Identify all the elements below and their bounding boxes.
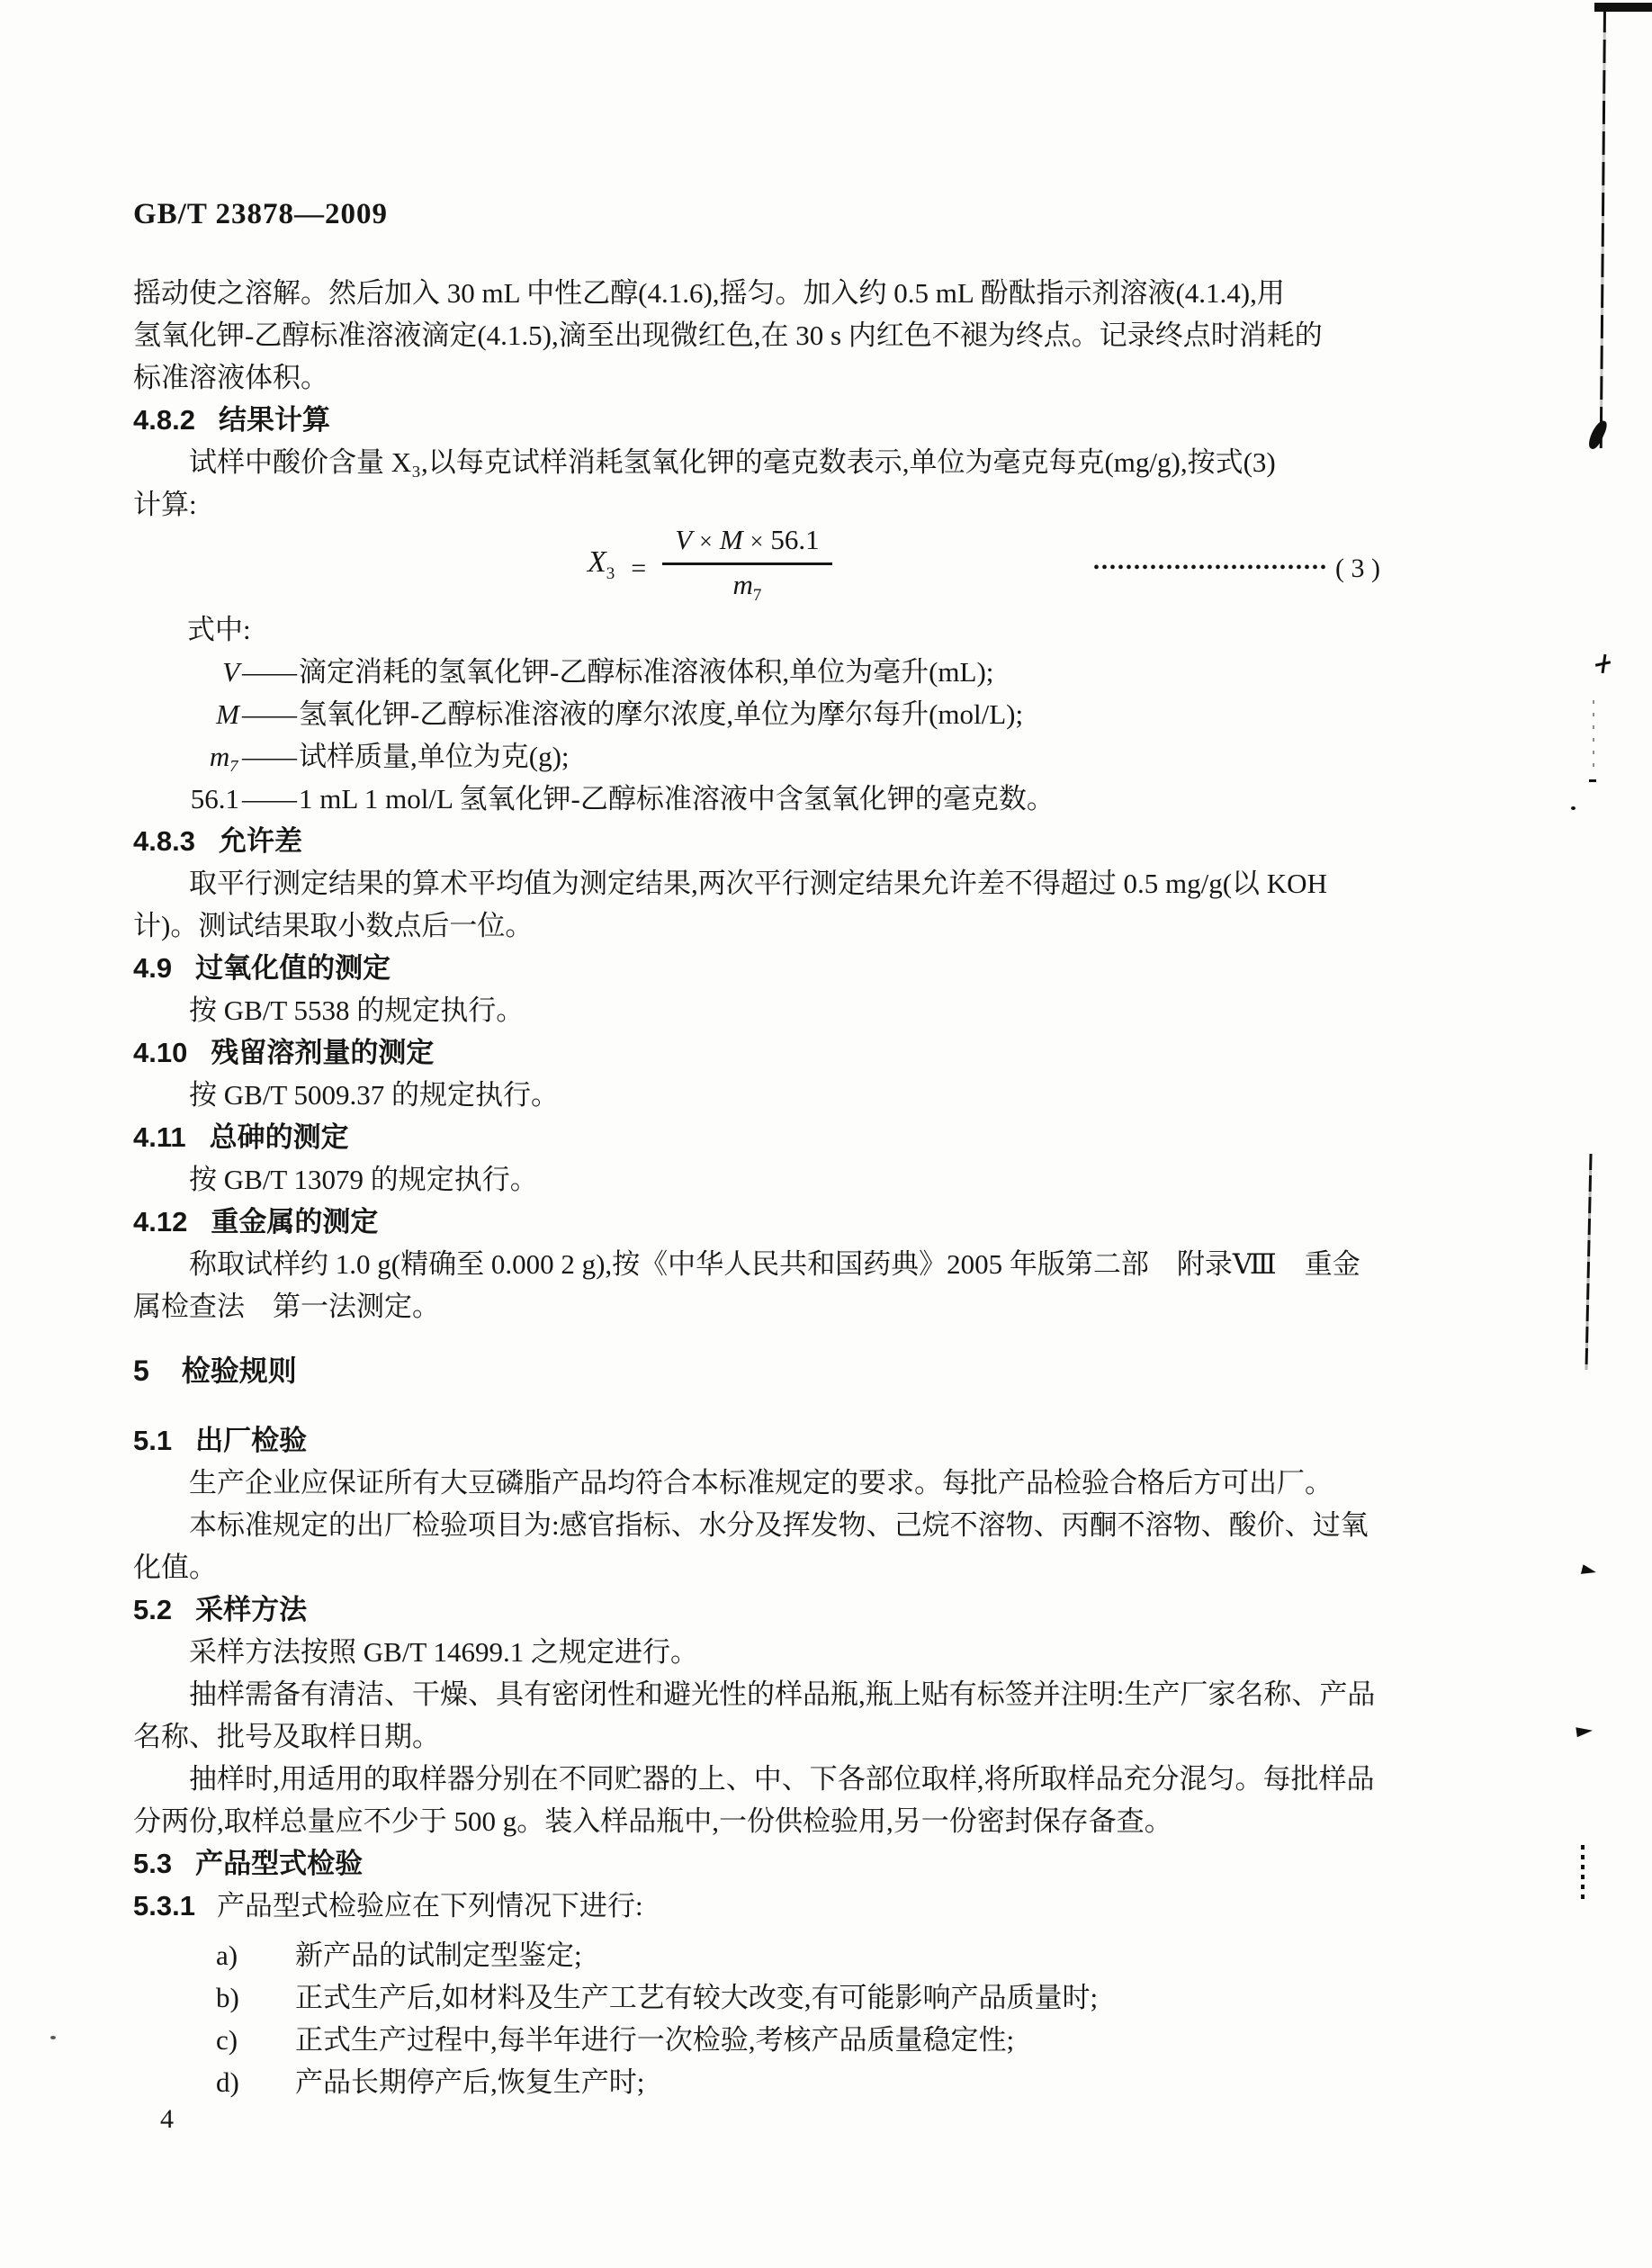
clause-title: 采样方法	[195, 1594, 308, 1625]
clause-number: 4.12	[133, 1206, 188, 1238]
scan-artifact-speck	[50, 2036, 56, 2039]
body-line: 取平行测定结果的算术平均值为测定结果,两次平行测定结果允许差不得超过 0.5 mg/g(以 KOH	[189, 868, 1327, 899]
body-line: 按 GB/T 5009.37 的规定执行。	[189, 1079, 560, 1111]
em-dash: ——	[242, 783, 296, 814]
body-line: 试样中酸价含量 X₃,以每克试样消耗氢氧化钾的毫克数表示,单位为毫克每克(mg/g),按式(3)	[189, 446, 1276, 478]
condition-list	[133, 1934, 1533, 2103]
clause-number: 4.8.3	[133, 825, 195, 857]
equation-leader	[1093, 547, 1380, 590]
scan-artifact-dot	[1571, 806, 1576, 810]
page-content	[133, 272, 1533, 2103]
body-line: 按 GB/T 13079 的规定执行。	[189, 1164, 538, 1195]
em-dash: ——	[242, 741, 296, 772]
clause-title: 产品型式检验	[195, 1848, 364, 1879]
clause-number: 4.10	[133, 1037, 188, 1068]
equation-lhs-subscript: 3	[606, 563, 615, 583]
body-line: 标准溶液体积。	[133, 362, 328, 393]
heading-4-11	[133, 1116, 1533, 1158]
list-text: 产品长期停产后,恢复生产时;	[295, 2066, 645, 2098]
clause-number: 4.11	[133, 1121, 186, 1153]
heading-5-1	[133, 1419, 1533, 1462]
clause-title: 检验规则	[181, 1354, 297, 1387]
clause-number: 5	[133, 1354, 149, 1387]
heading-4-10	[133, 1031, 1533, 1074]
list-text: 正式生产过程中,每半年进行一次检验,考核产品质量稳定性;	[295, 2024, 1015, 2056]
symbol: m₇	[209, 741, 239, 772]
clause-number: 4.8.2	[133, 404, 195, 436]
body-line: 分两份,取样总量应不少于 500 g。装入样品瓶中,一份供检验用,另一份密封保存备查。	[133, 1805, 1172, 1837]
scan-artifact-mark	[1581, 1564, 1597, 1578]
clause-title: 允许差	[218, 825, 302, 857]
scan-artifact-specks	[1593, 700, 1594, 774]
clause-title: 残留溶剂量的测定	[211, 1037, 435, 1068]
body-line: 生产企业应保证所有大豆磷脂产品均符合本标准规定的要求。每批产品检验合格后方可出厂。	[189, 1467, 1333, 1498]
heading-4-8-2	[133, 399, 1533, 441]
scan-artifact-mark	[1576, 1725, 1593, 1737]
list-marker: c)	[216, 2024, 238, 2056]
multiply-sign: ×	[699, 527, 713, 554]
scan-artifact-ink-blob	[1586, 418, 1610, 451]
list-marker: d)	[216, 2066, 239, 2098]
list-text: 正式生产后,如材料及生产工艺有较大改变,有可能影响产品质量时;	[295, 1982, 1099, 2013]
scan-artifact-corner-line	[1600, 9, 1606, 448]
equals-sign: =	[631, 553, 647, 583]
symbol-description: 1 mL 1 mol/L 氢氧化钾-乙醇标准溶液中含氢氧化钾的毫克数。	[299, 783, 1055, 814]
clause-title: 结果计算	[218, 404, 330, 436]
multiply-sign: ×	[750, 527, 764, 554]
dot-leader: •••••••••••••••••••••••••••••	[1092, 558, 1329, 578]
body-line: 摇动使之溶解。然后加入 30 mL 中性乙醇(4.1.6),摇匀。加入约 0.5 mL 酚酞指示剂溶液(4.1.4),用	[133, 277, 1285, 309]
clause-title: 总砷的测定	[209, 1121, 349, 1153]
scan-artifact-dash	[1589, 779, 1596, 782]
clause-title: 过氧化值的测定	[195, 952, 391, 984]
symbol-definition	[133, 735, 1533, 778]
scan-artifact-edge-line	[1585, 1154, 1592, 1370]
body-line: 抽样时,用适用的取样器分别在不同贮器的上、中、下各部位取样,将所取样品充分混匀。每批样品	[189, 1763, 1375, 1795]
heading-5-2	[133, 1588, 1533, 1631]
list-item	[133, 2061, 1533, 2103]
symbol: M	[216, 698, 239, 730]
symbol-definition	[133, 651, 1533, 693]
body-line: 属检查法 第一法测定。	[133, 1291, 440, 1322]
equation-3	[133, 523, 1533, 608]
body-line: 抽样需备有清洁、干燥、具有密闭性和避光性的样品瓶,瓶上贴有标签并注明:生产厂家名称、产品	[189, 1678, 1376, 1710]
body-line: 采样方法按照 GB/T 14699.1 之规定进行。	[189, 1636, 699, 1668]
clause-number: 5.2	[133, 1594, 173, 1625]
heading-4-9	[133, 947, 1533, 989]
fraction-denominator	[732, 565, 761, 614]
list-text: 新产品的试制定型鉴定;	[295, 1940, 582, 1971]
equation-lhs-base: X	[588, 545, 606, 580]
list-item	[133, 1934, 1533, 1976]
variable-m7-subscript: 7	[752, 586, 762, 606]
symbol: 56.1	[190, 783, 239, 814]
list-marker: b)	[216, 1982, 239, 2013]
clause-title: 出厂检验	[195, 1425, 308, 1456]
body-line: 氢氧化钾-乙醇标准溶液滴定(4.1.5),滴至出现微红色,在 30 s 内红色不褪为终点。记录终点时消耗的	[133, 320, 1323, 351]
equation-fraction	[662, 522, 831, 614]
body-line: 计算:	[133, 489, 197, 520]
variable-m7-base: m	[732, 568, 753, 600]
body-line: 称取试样约 1.0 g(精确至 0.000 2 g),按《中华人民共和国药典》2005 年版第二部 附录Ⅷ 重金	[189, 1248, 1360, 1280]
clause-number: 5.3.1	[133, 1890, 195, 1922]
variable-v: V	[675, 523, 693, 555]
clause-title: 重金属的测定	[211, 1206, 379, 1238]
em-dash: ——	[242, 656, 296, 688]
symbol: V	[222, 656, 239, 688]
equation-number: ( 3 )	[1335, 553, 1380, 583]
body-line: 计)。测试结果取小数点后一位。	[133, 910, 534, 941]
body-line: 名称、批号及取样日期。	[133, 1721, 440, 1752]
clause-text: 产品型式检验应在下列情况下进行:	[216, 1890, 643, 1922]
variable-m: M	[719, 523, 743, 555]
list-item	[133, 1976, 1533, 2019]
constant-56-1: 56.1	[770, 523, 820, 555]
body-line: 按 GB/T 5538 的规定执行。	[189, 994, 525, 1026]
equation-lhs	[588, 541, 615, 595]
clause-number: 5.3	[133, 1848, 173, 1879]
standard-number-header: GB/T 23878—2009	[133, 198, 389, 230]
list-marker: a)	[216, 1940, 238, 1971]
body-line: 本标准规定的出厂检验项目为:感官指标、水分及挥发物、己烷不溶物、丙酮不溶物、酸价、过氧	[189, 1509, 1369, 1541]
symbol-description: 试样质量,单位为克(g);	[299, 741, 570, 772]
em-dash: ——	[242, 698, 296, 730]
symbol-definition	[133, 693, 1533, 735]
clause-number: 4.9	[133, 952, 173, 984]
list-item	[133, 2019, 1533, 2061]
clause-number: 5.1	[133, 1425, 173, 1456]
symbol-description: 氢氧化钾-乙醇标准溶液的摩尔浓度,单位为摩尔每升(mol/L);	[299, 698, 1024, 730]
heading-5-3	[133, 1842, 1533, 1885]
heading-5	[133, 1350, 1533, 1392]
heading-4-12	[133, 1201, 1533, 1243]
symbol-definition	[133, 778, 1533, 820]
fraction-numerator	[662, 522, 831, 565]
heading-5-3-1	[133, 1885, 1533, 1927]
page-number: 4	[160, 2104, 174, 2134]
symbol-description: 滴定消耗的氢氧化钾-乙醇标准溶液体积,单位为毫升(mL);	[299, 656, 994, 688]
heading-4-8-3	[133, 820, 1533, 862]
where-label: 式中:	[187, 614, 251, 645]
body-line: 化值。	[133, 1552, 217, 1583]
scan-artifact-dotted-line	[1581, 1845, 1585, 1903]
